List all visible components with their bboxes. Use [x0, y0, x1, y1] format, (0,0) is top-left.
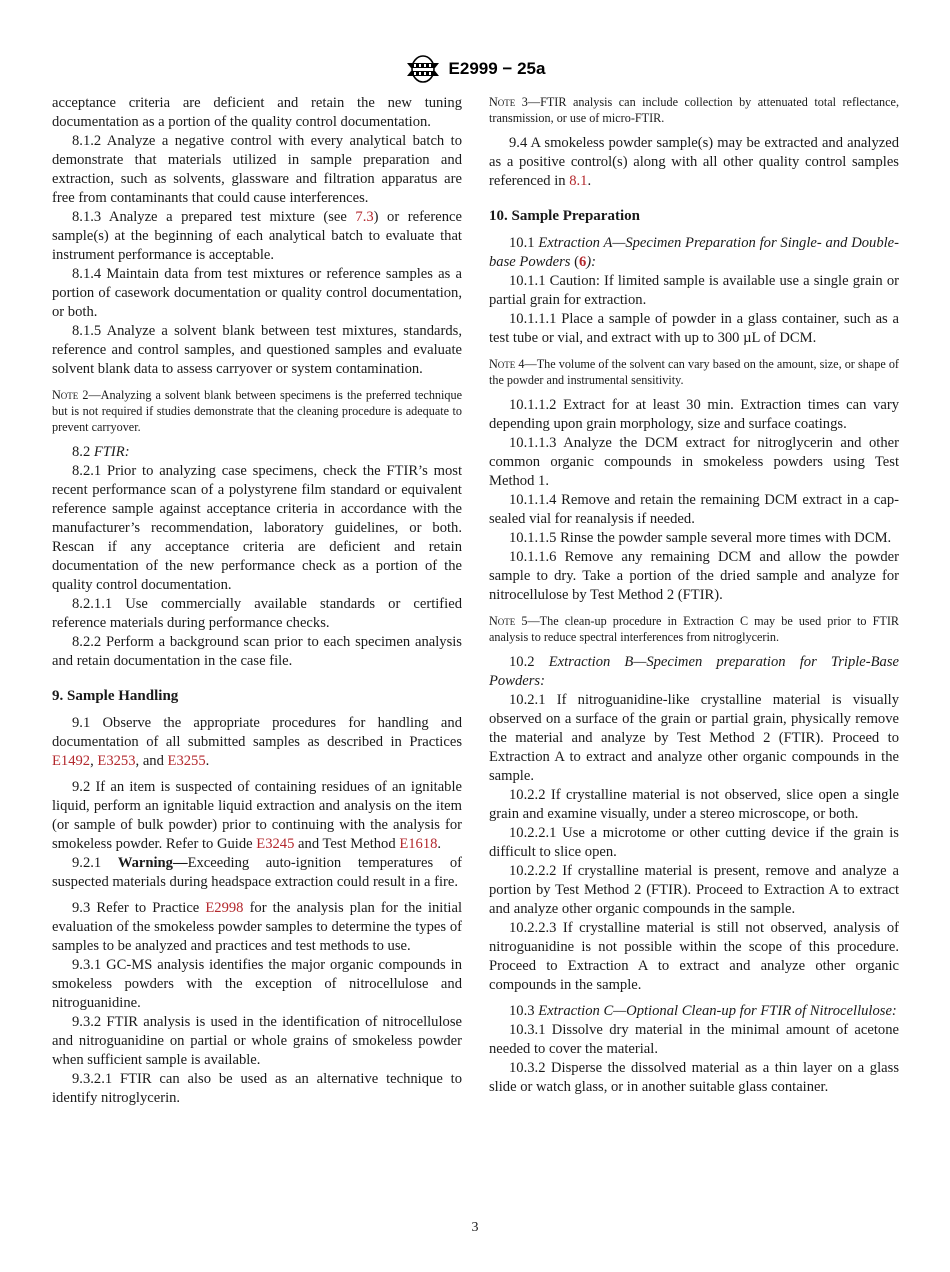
- paragraph-text: 9.1 Observe the appropriate procedures for handling and documentation of all submitted samples as described in Practices: [52, 715, 462, 750]
- paragraph-9-4: [489, 134, 899, 191]
- left-column: [52, 94, 462, 1108]
- paragraph-8-2: [52, 443, 462, 462]
- paragraph-8-2-1: 8.2.1 Prior to analyzing case specimens, check the FTIR’s most recent performance scan of a polystyrene film standard or equivalent reference sample against acceptance criteria in accordance with the manufacturer’s recommendation, laboratory guidelines, or both. Rescan if any acceptance criteria are deficient and retain documentation of the new performance check as a portion of the quality control documentation.: [52, 463, 462, 593]
- paragraph-9-3-2-1: 9.3.2.1 FTIR can also be used as an alternative technique to identify nitroglycerin.: [52, 1071, 462, 1106]
- separator: .: [437, 836, 442, 852]
- separator: .: [587, 173, 592, 189]
- paragraph-8-1-1-cont: acceptance criteria are deficient and retain the new tuning documentation as a portion of the quality control documentation.: [52, 95, 462, 130]
- paragraph-text: 9.2 If an item is suspected of containing residues of an ignitable liquid, perform an ignitable liquid extraction and analysis on the item (or sample of bulk powder) prior to continuing with the analysis for smokeless powder. Refer to Guide: [52, 779, 462, 852]
- paragraph-title: Extraction A—Specimen Preparation for Single- and Double-base Powders: [489, 235, 900, 270]
- astm-logo-icon: [405, 54, 441, 84]
- paragraph-10-2-2-3: 10.2.2.3 If crystalline material is still not observed, analysis of nitroguanidine is not possible within the scope of this procedure. Proceed to Extraction A to extract and analyze other organic compounds in the sample.: [489, 920, 899, 993]
- separator: (: [570, 254, 579, 270]
- note-text: —Analyzing a solvent blank between specimens is the preferred technique but is not required if studies demonstrate that the cleaning procedure is adequate to prevent carryover.: [52, 388, 463, 434]
- ref-link-e1618[interactable]: E1618: [399, 836, 438, 852]
- paragraph-text: for the analysis plan for the initial evaluation of the smokeless powder samples to determine the types of samples to be analyzed and practices and test methods to use.: [52, 900, 463, 954]
- paragraph-10-1-1-2: 10.1.1.2 Extract for at least 30 min. Extraction times can vary depending upon grain morphology, size and surface coatings.: [489, 397, 899, 432]
- note-label: Note 2: [52, 388, 89, 402]
- section-10-heading: 10. Sample Preparation: [489, 208, 640, 224]
- paragraph-10-2-2: 10.2.2 If crystalline material is not observed, slice open a single grain and examine visually, under a stereo microscope, or both.: [489, 787, 899, 822]
- note-text: —The clean-up procedure in Extraction C may be used prior to FTIR analysis to reduce spectral interferences from nitroglycerin.: [489, 614, 900, 644]
- paragraph-text: 9.3 Refer to Practice: [72, 900, 206, 916]
- paragraph-number: 10.1: [509, 235, 539, 251]
- paragraph-10-1-1-1: 10.1.1.1 Place a sample of powder in a glass container, such as a test tube or vial, and extract with up to 300 µL of DCM.: [489, 311, 899, 346]
- page-number: 3: [471, 1220, 479, 1235]
- paragraph-10-3: [489, 1002, 899, 1021]
- note-label: Note 3: [489, 95, 528, 109]
- paragraph-10-2-1: 10.2.1 If nitroguanidine-like crystalline material is visually observed on a surface of the grain or partial grain, physically remove the material and analyze by Test Method 2 (FTIR). Proceed to Extraction A to extract and analyze other organic compounds in the sample.: [489, 692, 899, 784]
- note-label: Note 4: [489, 357, 525, 371]
- paragraph-title: Extraction B—Specimen preparation for Triple-Base Powders:: [489, 654, 899, 689]
- paragraph-8-1-3: [52, 208, 462, 265]
- ref-link-6[interactable]: 6: [579, 254, 587, 270]
- paragraph-number: 10.3: [509, 1003, 539, 1019]
- paragraph-10-1: [489, 234, 899, 272]
- paragraph-8-1-5: 8.1.5 Analyze a solvent blank between test mixtures, standards, reference and control samples, and questioned samples and evaluate solvent blank data to assess carryover or system contamination.: [52, 323, 462, 377]
- paragraph-number: 10.2: [509, 654, 549, 670]
- paragraph-title: Extraction C—Optional Clean-up for FTIR of Nitrocellulose:: [538, 1003, 897, 1019]
- paragraph-10-1-1-5: 10.1.1.5 Rinse the powder sample several more times with DCM.: [509, 530, 892, 546]
- paragraph-10-2-2-1: 10.2.2.1 Use a microtome or other cutting device if the grain is difficult to slice open.: [489, 825, 899, 860]
- ref-link-e3255[interactable]: E3255: [167, 753, 206, 769]
- paragraph-10-1-1: 10.1.1 Caution: If limited sample is available use a single grain or partial grain for extraction.: [489, 273, 899, 308]
- paragraph-title: FTIR:: [93, 444, 130, 460]
- ref-link-e3253[interactable]: E3253: [97, 753, 136, 769]
- paragraph-10-3-2: 10.3.2 Disperse the dissolved material as a thin layer on a glass slide or watch glass, or in another suitable glass container.: [489, 1060, 899, 1095]
- ref-link-e2998[interactable]: E2998: [205, 900, 244, 916]
- note-text: —The volume of the solvent can vary based on the amount, size, or shape of the powder and instrumental sensitivity.: [489, 357, 899, 387]
- paragraph-9-1: [52, 714, 462, 771]
- note-3: [489, 94, 899, 126]
- note-4: [489, 356, 899, 388]
- ref-link-e3245[interactable]: E3245: [256, 836, 295, 852]
- paragraph-number: 9.2.1: [72, 855, 118, 871]
- paragraph-8-2-1-1: 8.2.1.1 Use commercially available standards or certified reference materials during performance checks.: [52, 596, 462, 631]
- paragraph-10-2: [489, 653, 899, 691]
- separator: ,: [90, 753, 98, 769]
- paragraph-10-1-1-6: 10.1.1.6 Remove any remaining DCM and allow the powder sample to dry. Take a portion of the dried sample and analyze for nitrocellulose by Test Method 2 (FTIR).: [489, 549, 899, 603]
- paragraph-8-1-4: 8.1.4 Maintain data from test mixtures or reference samples as a portion of casework documentation or quality control documentation, or both.: [52, 266, 462, 320]
- paragraph-9-2-1: [52, 854, 462, 892]
- ref-link-8-1[interactable]: 8.1: [569, 173, 588, 189]
- paragraph-text: 9.4 A smokeless powder sample(s) may be extracted and analyzed as a positive control(s) along with all other quality control samples referenced in: [489, 135, 899, 189]
- paragraph-8-2-2: 8.2.2 Perform a background scan prior to each specimen analysis and retain documentation in the case file.: [52, 634, 462, 669]
- paragraph-10-2-2-2: 10.2.2.2 If crystalline material is present, remove and analyze a portion by Test Method 2 (FTIR). Proceed to Extraction A to extract and analyze other organic compounds in the sample.: [489, 863, 899, 917]
- paragraph-10-1-1-3: 10.1.1.3 Analyze the DCM extract for nitroglycerin and other common organic compounds in smokeless powders using Test Method 1.: [489, 435, 899, 489]
- document-id: E2999 − 25a: [448, 59, 546, 78]
- note-text: —FTIR analysis can include collection by attenuated total reflectance, transmission, or use of micro-FTIR.: [489, 95, 899, 125]
- paragraph-9-3-1: 9.3.1 GC-MS analysis identifies the major organic compounds in smokeless powders with the exception of nitrocellulose and nitroguanidine.: [52, 957, 462, 1011]
- paragraph-9-3: [52, 899, 462, 956]
- warning-label: Warning—: [117, 855, 188, 871]
- ref-link-e1492[interactable]: E1492: [52, 753, 91, 769]
- separator: ):: [586, 254, 597, 270]
- separator: , and: [135, 753, 168, 769]
- page-header: [0, 54, 950, 84]
- paragraph-text: and Test Method: [294, 836, 400, 852]
- paragraph-number: 8.2: [72, 444, 94, 460]
- note-2: [52, 387, 462, 435]
- right-column: [489, 94, 899, 1097]
- note-label: Note 5: [489, 614, 528, 628]
- paragraph-8-1-2: 8.1.2 Analyze a negative control with every analytical batch to demonstrate that materials utilized in sample preparation and extraction, such as solvents, glassware and filtration apparatus are free from contaminants that could cause interferences.: [52, 133, 462, 206]
- paragraph-text: ) or reference sample(s) at the beginning of each analytical batch to evaluate that instrument performance is acceptable.: [52, 209, 463, 263]
- separator: .: [205, 753, 210, 769]
- paragraph-10-3-1: 10.3.1 Dissolve dry material in the minimal amount of acetone needed to cover the material.: [489, 1022, 899, 1057]
- ref-link-7-3[interactable]: 7.3: [355, 209, 374, 225]
- paragraph-9-2: [52, 778, 462, 854]
- section-9-heading: 9. Sample Handling: [52, 688, 179, 704]
- note-5: [489, 613, 899, 645]
- paragraph-10-1-1-4: 10.1.1.4 Remove and retain the remaining DCM extract in a cap-sealed vial for reanalysis if needed.: [489, 492, 899, 527]
- paragraph-text: 8.1.3 Analyze a prepared test mixture (see: [72, 209, 356, 225]
- paragraph-text: Exceeding auto-ignition temperatures of suspected materials during headspace extraction could result in a fire.: [52, 855, 462, 890]
- paragraph-9-3-2: 9.3.2 FTIR analysis is used in the identification of nitrocellulose and nitroguanidine on partial or whole grains of smokeless powder when sufficient sample is available.: [52, 1014, 462, 1068]
